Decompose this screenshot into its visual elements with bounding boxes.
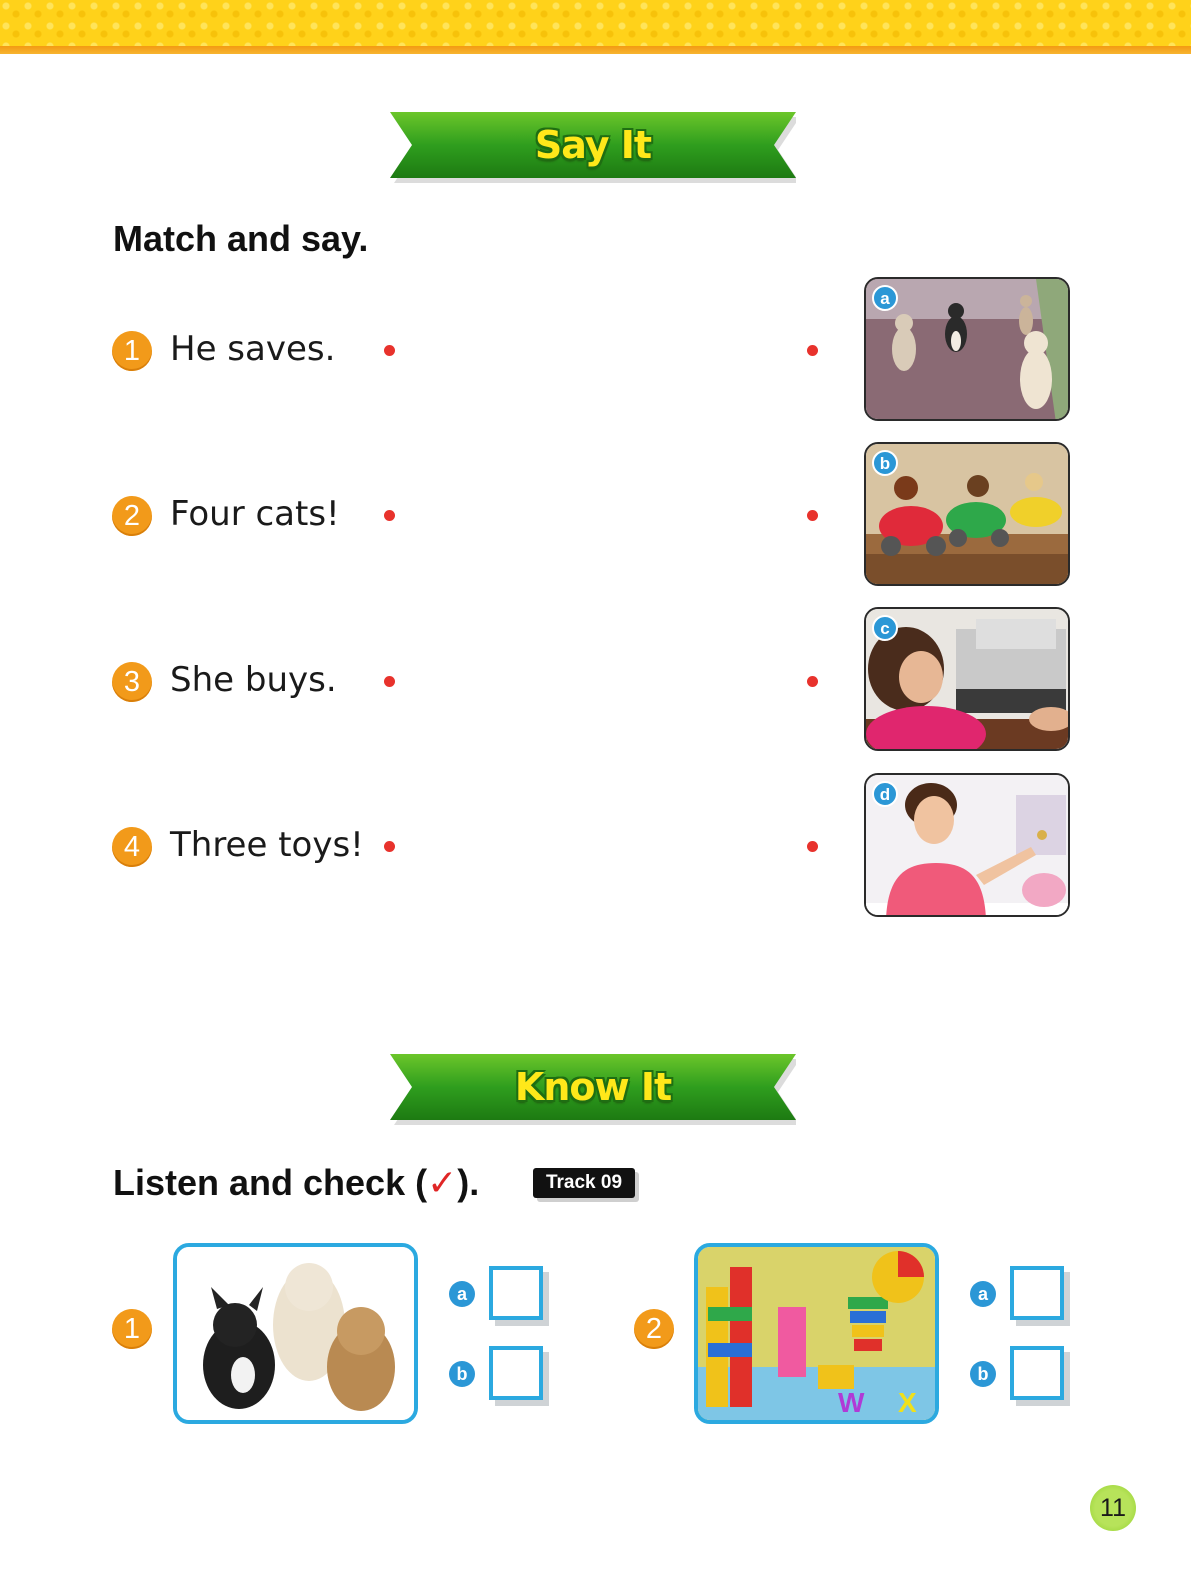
q2-option-a-checkbox[interactable] <box>1010 1266 1064 1320</box>
question-1-dogs-photo <box>173 1243 418 1424</box>
say-it-title: Say It <box>534 123 652 167</box>
q1-option-a-checkbox[interactable] <box>489 1266 543 1320</box>
check-mark-icon: ✓ <box>427 1163 458 1204</box>
match-text-2: Four cats! <box>170 494 340 534</box>
know-it-instruction <box>113 1162 479 1204</box>
say-it-banner <box>390 112 796 184</box>
q2-option-b-checkbox[interactable] <box>1010 1346 1064 1400</box>
match-dot-left-2[interactable] <box>384 510 395 521</box>
dogs-image <box>177 1247 414 1420</box>
photo-a-cats <box>864 277 1070 421</box>
match-dot-right-b[interactable] <box>807 510 818 521</box>
q1-option-a-label: a <box>449 1281 475 1307</box>
know-it-banner <box>390 1054 796 1126</box>
item-number-2: 2 <box>112 496 152 536</box>
item-number-4: 4 <box>112 827 152 867</box>
q1-option-b-checkbox[interactable] <box>489 1346 543 1400</box>
question-number-2: 2 <box>634 1309 674 1349</box>
instruction-suffix: ). <box>457 1162 480 1203</box>
photo-letter-d: d <box>872 781 898 807</box>
say-it-instruction: Match and say. <box>113 218 369 259</box>
match-dot-left-3[interactable] <box>384 676 395 687</box>
match-dot-right-a[interactable] <box>807 345 818 356</box>
q2-option-a-label: a <box>970 1281 996 1307</box>
match-dot-right-c[interactable] <box>807 676 818 687</box>
page-number: 11 <box>1090 1485 1136 1531</box>
q1-option-b-label: b <box>449 1361 475 1387</box>
photo-c-girl-register <box>864 607 1070 751</box>
svg-text:W: W <box>838 1387 865 1418</box>
photo-b-toy-cars <box>864 442 1070 586</box>
match-dot-left-4[interactable] <box>384 841 395 852</box>
match-dot-left-1[interactable] <box>384 345 395 356</box>
photo-letter-c: c <box>872 615 898 641</box>
match-dot-right-d[interactable] <box>807 841 818 852</box>
track-label[interactable]: Track 09 <box>533 1168 635 1198</box>
svg-text:X: X <box>898 1387 917 1418</box>
q2-option-b-label: b <box>970 1361 996 1387</box>
know-it-title: Know It <box>514 1065 672 1109</box>
match-text-4: Three toys! <box>170 825 364 865</box>
instruction-prefix: Listen and check ( <box>113 1162 428 1203</box>
item-number-1: 1 <box>112 331 152 371</box>
photo-d-boy-piggy-bank <box>864 773 1070 917</box>
question-2-toys-photo <box>694 1243 939 1424</box>
question-number-1: 1 <box>112 1309 152 1349</box>
photo-letter-b: b <box>872 450 898 476</box>
match-text-3: She buys. <box>170 660 337 700</box>
top-decorative-band <box>0 0 1191 46</box>
photo-letter-a: a <box>872 285 898 311</box>
match-text-1: He saves. <box>170 329 336 369</box>
toys-image <box>698 1247 935 1420</box>
item-number-3: 3 <box>112 662 152 702</box>
